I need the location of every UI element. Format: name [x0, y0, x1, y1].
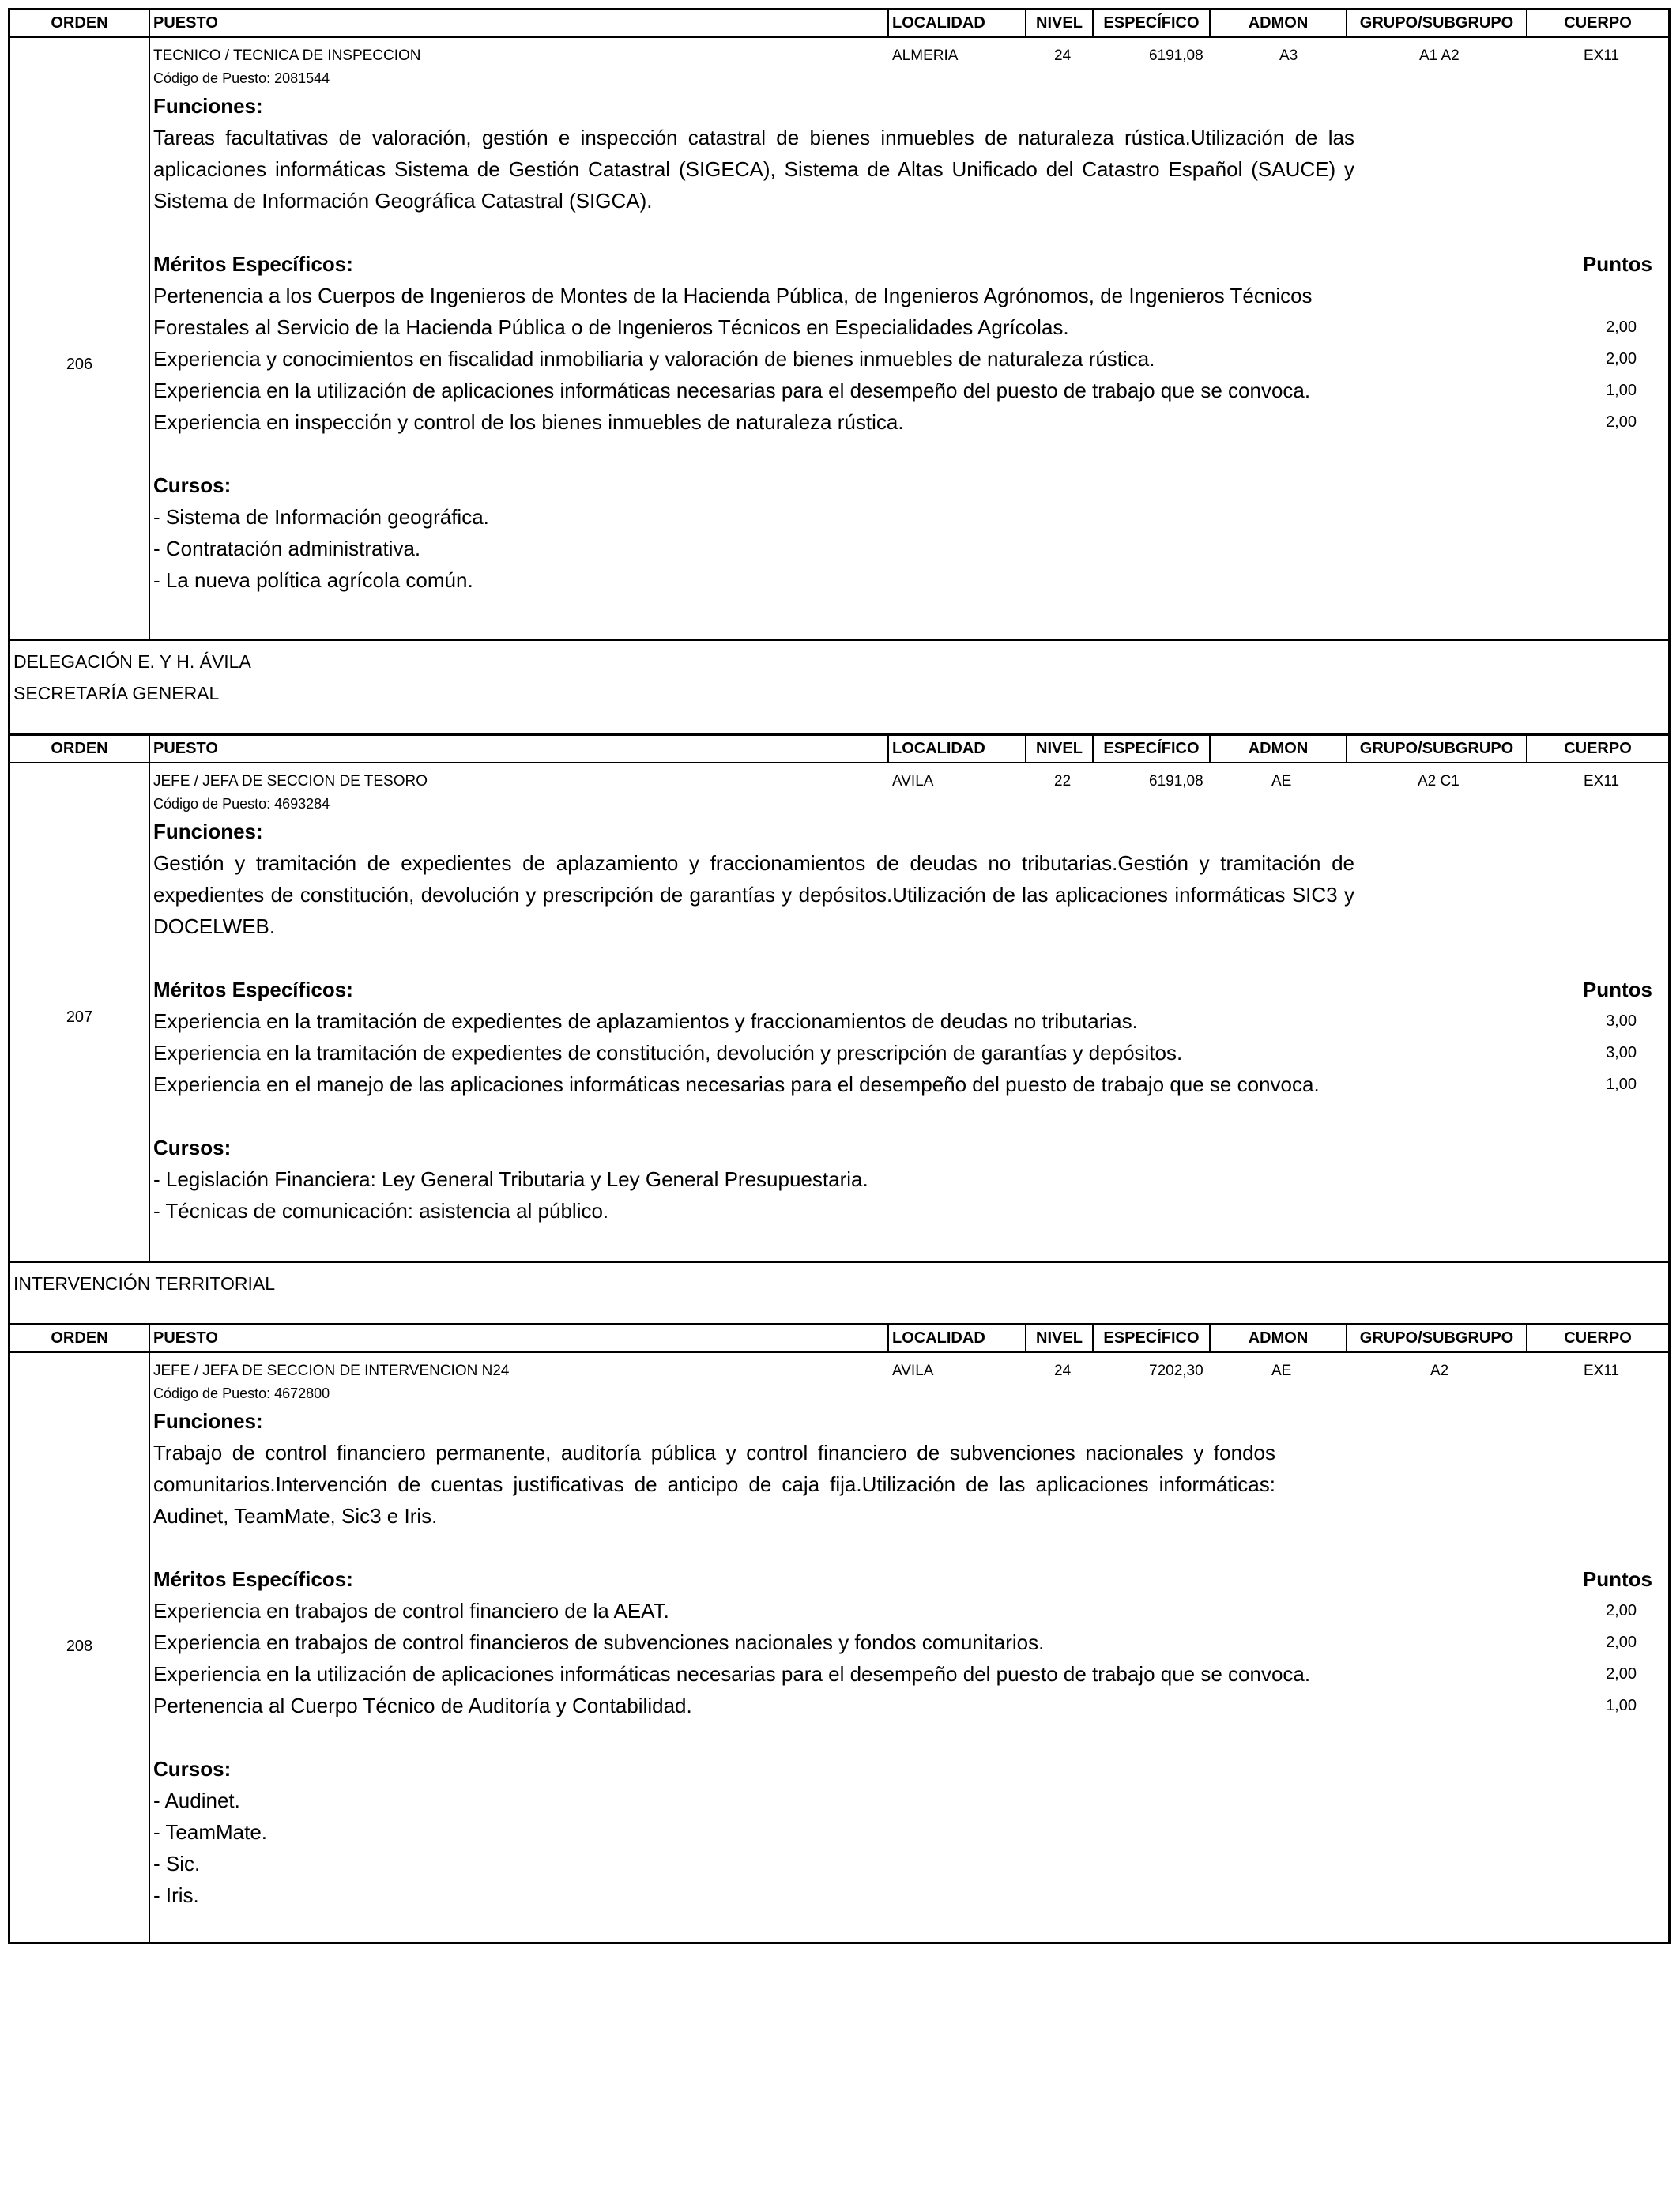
- merito-puntos: 2,00: [1606, 350, 1637, 368]
- header-admon: ADMON: [1209, 1325, 1346, 1351]
- merito-puntos: 2,00: [1606, 1634, 1637, 1651]
- merito-item: [153, 343, 1668, 375]
- puesto-name: JEFE / JEFA DE SECCION DE INTERVENCION N24: [153, 1363, 510, 1379]
- header-grupo: GRUPO/SUBGRUPO: [1346, 10, 1526, 36]
- cuerpo: EX11: [1584, 47, 1620, 64]
- admon: AE: [1271, 773, 1292, 790]
- localidad: AVILA: [892, 1363, 934, 1379]
- merito-text: Experiencia en la utilización de aplicaciones informáticas necesarias para el desempeño del puesto de trabajo que se convoca.: [153, 1662, 1311, 1686]
- merito-text: Pertenencia a los Cuerpos de Ingenieros de Montes de la Hacienda Pública, de Ingenieros Agrónomos, de Ingenieros Técnicos Forestales al Servicio de la Hacienda Pública o de Ingenieros Técnicos en Especialidades Agrícolas.: [153, 284, 1313, 339]
- funciones-text: Tareas facultativas de valoración, gestión e inspección catastral de bienes inmuebles de naturaleza rústica.Utilización de las aplicaciones informáticas Sistema de Gestión Catastral (SIGECA), Sistema de Altas Unificado del Catastro Español (SAUCE) y Sistema de Información Geográfica Catastral (SIGCA).: [153, 126, 1354, 213]
- header-orden: ORDEN: [51, 14, 108, 32]
- merito-puntos: 2,00: [1606, 319, 1637, 336]
- orden-number: 206: [66, 356, 93, 373]
- merito-text: Experiencia en trabajos de control financieros de subvenciones nacionales y fondos comunitarios.: [153, 1630, 1045, 1654]
- orden-number: 208: [66, 1638, 93, 1655]
- merito-item: [153, 1690, 1668, 1721]
- localidad: ALMERIA: [892, 47, 959, 64]
- header-localidad: LOCALIDAD: [887, 10, 1025, 36]
- merito-puntos: 2,00: [1606, 1602, 1637, 1619]
- curso-item: - Sic.: [153, 1852, 201, 1875]
- header-especifico: ESPECÍFICO: [1092, 10, 1209, 36]
- localidad: AVILA: [892, 773, 934, 790]
- table-header: [8, 8, 1671, 38]
- merito-text: Experiencia en inspección y control de los bienes inmuebles de naturaleza rústica.: [153, 410, 904, 434]
- merito-puntos: 1,00: [1606, 1076, 1637, 1093]
- cuerpo: EX11: [1584, 1363, 1620, 1379]
- curso-item: - Legislación Financiera: Ley General Tributaria y Ley General Presupuestaria.: [153, 1167, 868, 1191]
- nivel: 24: [1054, 47, 1072, 64]
- curso-item: - Contratación administrativa.: [153, 537, 421, 560]
- nivel: 22: [1054, 773, 1072, 790]
- grupo: A2 C1: [1418, 773, 1460, 790]
- curso-item: - Sistema de Información geográfica.: [153, 505, 489, 529]
- merito-puntos: 3,00: [1606, 1012, 1637, 1030]
- meritos-title: Méritos Específicos:: [153, 1567, 353, 1591]
- header-cuerpo: CUERPO: [1526, 10, 1668, 36]
- grupo: A2: [1430, 1363, 1449, 1379]
- header-orden: ORDEN: [51, 1329, 108, 1347]
- curso-item: - La nueva política agrícola común.: [153, 568, 473, 592]
- table-header: [8, 733, 1671, 763]
- nivel: 24: [1054, 1363, 1072, 1379]
- header-admon: ADMON: [1209, 736, 1346, 762]
- merito-item: [153, 280, 1668, 343]
- header-admon: ADMON: [1209, 10, 1346, 36]
- section-line: SECRETARÍA GENERAL: [13, 683, 220, 703]
- codigo-puesto: Código de Puesto: 4693284: [153, 796, 330, 812]
- post-row: [8, 38, 1671, 641]
- orden-number: 207: [66, 1008, 93, 1026]
- header-especifico: ESPECÍFICO: [1092, 736, 1209, 762]
- section-line: INTERVENCIÓN TERRITORIAL: [13, 1273, 276, 1294]
- header-puesto: PUESTO: [149, 1325, 887, 1351]
- header-grupo: GRUPO/SUBGRUPO: [1346, 736, 1526, 762]
- header-nivel: NIVEL: [1025, 1325, 1092, 1351]
- header-puesto: PUESTO: [149, 736, 887, 762]
- especifico: 6191,08: [1149, 47, 1203, 64]
- header-nivel: NIVEL: [1025, 736, 1092, 762]
- cursos-title: Cursos:: [153, 473, 232, 497]
- merito-puntos: 2,00: [1606, 413, 1637, 431]
- curso-item: - Audinet.: [153, 1789, 240, 1812]
- merito-text: Experiencia en la tramitación de expedientes de constitución, devolución y prescripción de garantías y depósitos.: [153, 1041, 1183, 1065]
- curso-item: - Iris.: [153, 1883, 199, 1907]
- puntos-label: Puntos: [1582, 978, 1652, 1001]
- meritos-title: Méritos Específicos:: [153, 252, 353, 276]
- merito-text: Experiencia y conocimientos en fiscalidad inmobiliaria y valoración de bienes inmuebles de naturaleza rústica.: [153, 347, 1155, 371]
- curso-item: - Técnicas de comunicación: asistencia al público.: [153, 1199, 609, 1223]
- funciones-text: Trabajo de control financiero permanente, auditoría pública y control financiero de subvenciones nacionales y fondos comunitarios.Intervención de cuentas justificativas de anticipo de caja fija.Utilización de las aplicaciones informáticas: Audinet, TeamMate, Sic3 e Iris.: [153, 1441, 1275, 1528]
- section-heading: [8, 641, 1671, 733]
- merito-text: Experiencia en la tramitación de expedientes de aplazamientos y fraccionamientos de deudas no tributarias.: [153, 1009, 1138, 1033]
- merito-text: Experiencia en trabajos de control financiero de la AEAT.: [153, 1599, 669, 1623]
- merito-puntos: 1,00: [1606, 382, 1637, 399]
- cuerpo: EX11: [1584, 773, 1620, 790]
- merito-item: [153, 1627, 1668, 1658]
- cursos-title: Cursos:: [153, 1757, 232, 1781]
- merito-item: [153, 406, 1668, 438]
- meritos-title: Méritos Específicos:: [153, 978, 353, 1001]
- header-localidad: LOCALIDAD: [887, 1325, 1025, 1351]
- merito-item: [153, 1037, 1668, 1069]
- codigo-puesto: Código de Puesto: 2081544: [153, 70, 330, 86]
- merito-puntos: 3,00: [1606, 1044, 1637, 1061]
- section-heading: [8, 1263, 1671, 1323]
- table-header: [8, 1323, 1671, 1353]
- merito-text: Pertenencia al Cuerpo Técnico de Auditoría y Contabilidad.: [153, 1694, 692, 1717]
- post-row: [8, 1353, 1671, 1944]
- curso-item: - TeamMate.: [153, 1820, 268, 1844]
- merito-item: [153, 1069, 1668, 1100]
- merito-item: [153, 1658, 1668, 1690]
- header-nivel: NIVEL: [1025, 10, 1092, 36]
- puntos-label: Puntos: [1582, 1567, 1652, 1591]
- especifico: 7202,30: [1149, 1363, 1203, 1379]
- header-grupo: GRUPO/SUBGRUPO: [1346, 1325, 1526, 1351]
- grupo: A1 A2: [1419, 47, 1460, 64]
- header-localidad: LOCALIDAD: [887, 736, 1025, 762]
- funciones-title: Funciones:: [153, 94, 263, 118]
- merito-text: Experiencia en la utilización de aplicaciones informáticas necesarias para el desempeño del puesto de trabajo que se convoca.: [153, 379, 1311, 402]
- especifico: 6191,08: [1149, 773, 1203, 790]
- post-row: [8, 763, 1671, 1263]
- codigo-puesto: Código de Puesto: 4672800: [153, 1385, 330, 1401]
- merito-item: [153, 1005, 1668, 1037]
- header-puesto: PUESTO: [149, 10, 887, 36]
- merito-item: [153, 375, 1668, 406]
- header-especifico: ESPECÍFICO: [1092, 1325, 1209, 1351]
- document-page: [8, 8, 1671, 1944]
- funciones-text: Gestión y tramitación de expedientes de aplazamiento y fraccionamientos de deudas no tributarias.Gestión y tramitación de expedientes de constitución, devolución y prescripción de garantías y depósitos.Utilización de las aplicaciones informáticas SIC3 y DOCELWEB.: [153, 851, 1354, 938]
- merito-text: Experiencia en el manejo de las aplicaciones informáticas necesarias para el desempeño del puesto de trabajo que se convoca.: [153, 1072, 1320, 1096]
- admon: AE: [1271, 1363, 1292, 1379]
- merito-puntos: 2,00: [1606, 1665, 1637, 1683]
- puesto-name: JEFE / JEFA DE SECCION DE TESORO: [153, 773, 428, 790]
- merito-item: [153, 1595, 1668, 1627]
- cursos-title: Cursos:: [153, 1136, 232, 1159]
- merito-puntos: 1,00: [1606, 1697, 1637, 1714]
- admon: A3: [1279, 47, 1298, 64]
- funciones-title: Funciones:: [153, 1409, 263, 1433]
- header-cuerpo: CUERPO: [1526, 736, 1668, 762]
- section-line: DELEGACIÓN E. Y H. ÁVILA: [13, 651, 251, 672]
- header-cuerpo: CUERPO: [1526, 1325, 1668, 1351]
- funciones-title: Funciones:: [153, 820, 263, 843]
- puntos-label: Puntos: [1582, 252, 1652, 276]
- puesto-name: TECNICO / TECNICA DE INSPECCION: [153, 47, 421, 64]
- header-orden: ORDEN: [51, 740, 108, 757]
